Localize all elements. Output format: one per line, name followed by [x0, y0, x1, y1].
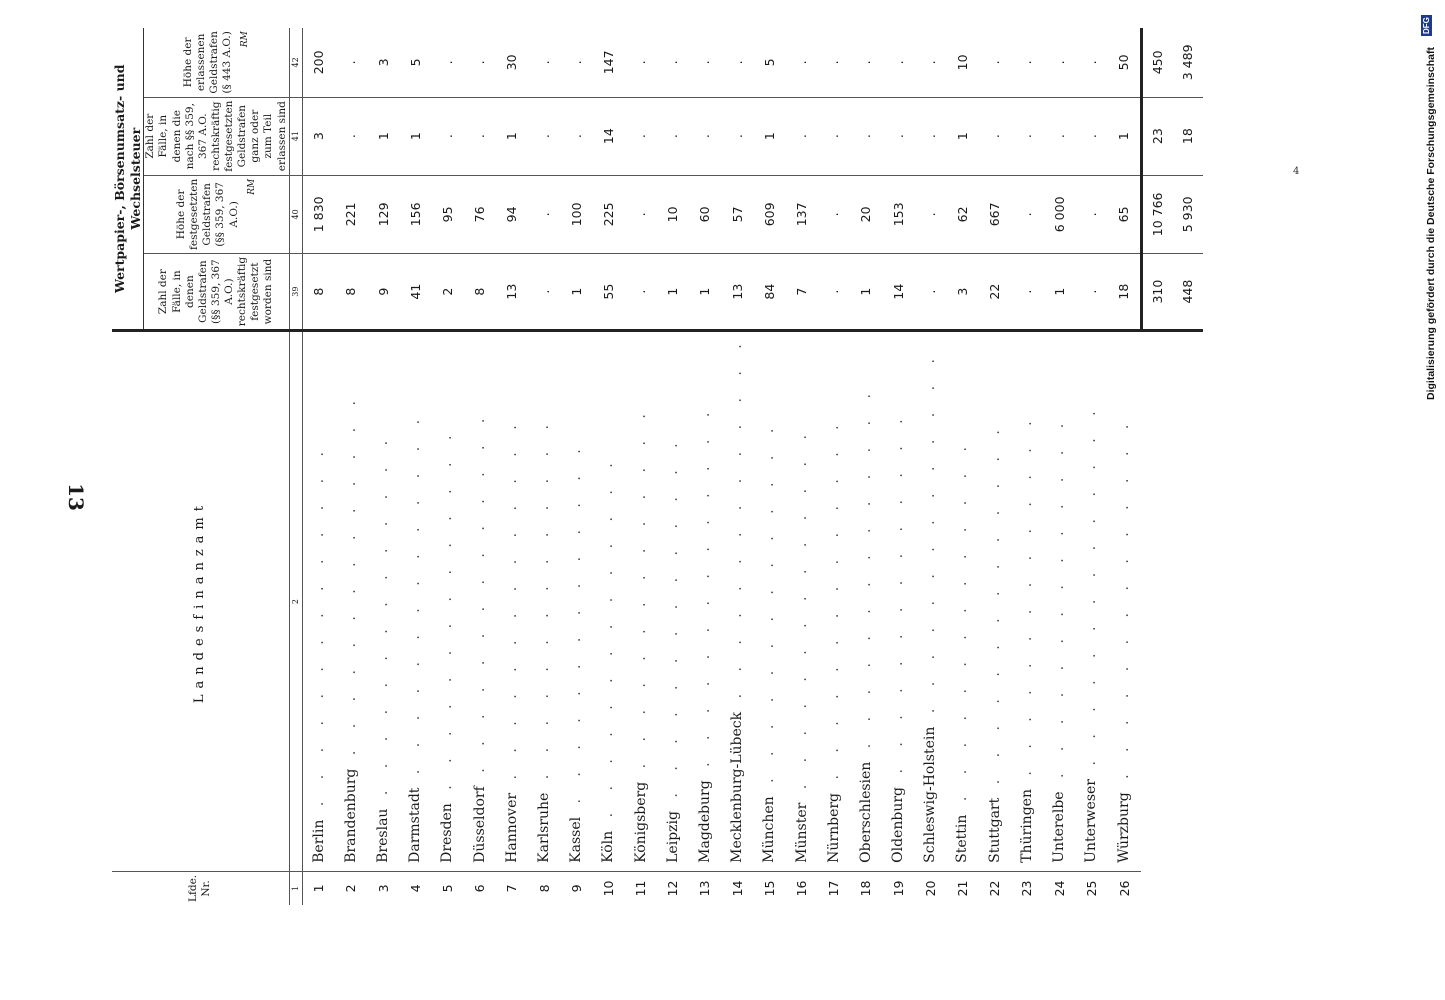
amt-name: Mecklenburg-Lübeck . . . . . . . . . . . . . . [721, 331, 753, 872]
amt-name: Nürnberg . . . . . . . . . . . . . . [818, 331, 850, 872]
col-number: 42 [289, 28, 302, 97]
amt-name-text: Unterelbe [1051, 791, 1068, 863]
cell-col-42: . [882, 28, 914, 97]
cell-col-42: 200 [302, 28, 335, 97]
table-row [1043, 28, 1075, 905]
cell-col-39: 3 [954, 287, 970, 296]
row-number: 10 [600, 880, 616, 897]
credit-text: Digitalisierung gefördert durch die Deutsche Forschungsgemeinschaft [1425, 47, 1437, 400]
sum-col-41: 18 [1173, 97, 1203, 175]
cell-col-40: 10 [657, 175, 689, 253]
amt-name: Breslau . . . . . . . . . . . . . . [367, 331, 399, 872]
cell-col-41: . [464, 97, 496, 175]
cell-col-39: . [633, 289, 649, 294]
sum-blank [1173, 331, 1203, 872]
table-row [625, 28, 657, 905]
col-number: 40 [289, 175, 302, 253]
cell-col-42: . [431, 28, 463, 97]
row-number: 26 [1116, 880, 1132, 897]
cell-col-41: 1 [496, 97, 528, 175]
cell-col-40: . [1011, 175, 1043, 253]
table-row [399, 28, 431, 905]
amt-name: Kassel . . . . . . . . . . . . . . [560, 331, 592, 872]
cell-col-42: . [785, 28, 817, 97]
cell-col-42: . [528, 28, 560, 97]
table-row [560, 28, 592, 905]
cell-col-41: . [1011, 97, 1043, 175]
header-col-42-text: Höhe der erlassenen Geldstrafen (§ 443 A.O.) [181, 31, 233, 94]
row-number: 20 [922, 880, 938, 897]
row-number: 19 [890, 880, 906, 897]
amt-name-text: Düsseldorf [471, 786, 488, 863]
amt-name-text: Magdeburg [696, 780, 713, 863]
amt-name: Magdeburg . . . . . . . . . . . . . . [689, 331, 721, 872]
cell-col-40: 20 [850, 175, 882, 253]
table-row [914, 28, 946, 905]
cell-col-42: . [818, 28, 850, 97]
table-title: Wertpapier-, Börsenumsatz- und Wechselsteuer [112, 28, 144, 331]
cell-col-40: 62 [946, 175, 978, 253]
cell-col-42: . [657, 28, 689, 97]
cell-col-42: 147 [592, 28, 624, 97]
header-col-42-unit: RM [240, 31, 251, 48]
amt-name-text: Brandenburg [342, 768, 359, 863]
cell-col-41: . [818, 97, 850, 175]
cell-col-41: 1 [946, 97, 978, 175]
sum-row [1141, 28, 1173, 905]
cell-col-41: 3 [302, 97, 335, 175]
cell-col-39: 13 [729, 283, 745, 300]
row-number: 21 [954, 880, 970, 897]
cell-col-42: . [850, 28, 882, 97]
amt-name-text: Kassel [568, 816, 585, 863]
table-sums [1141, 28, 1203, 905]
cell-col-42: . [1043, 28, 1075, 97]
amt-name-text: Mecklenburg-Lübeck [729, 711, 746, 863]
cell-col-41: . [689, 97, 721, 175]
cell-col-40: 129 [367, 175, 399, 253]
cell-col-39: 8 [472, 287, 488, 296]
amt-name: Düsseldorf . . . . . . . . . . . . . . [464, 331, 496, 872]
amt-name-text: Nürnberg [825, 792, 842, 863]
cell-col-41: . [721, 97, 753, 175]
table-row [496, 28, 528, 905]
dfg-logo-icon: DFG [1422, 17, 1431, 34]
row-number: 12 [665, 880, 681, 897]
header-col-39: Zahl der Fälle, in denen Geldstrafen (§§ 359, 367 A.O.) rechtskräftig festgesetzt worden sind [157, 256, 275, 327]
sum-blank [1173, 871, 1203, 905]
cell-col-41: 1 [367, 97, 399, 175]
cell-col-41: . [1075, 97, 1107, 175]
amt-name: Oberschlesien . . . . . . . . . . . . . . [850, 331, 882, 872]
cell-col-42: 3 [367, 28, 399, 97]
cell-col-39: . [1019, 289, 1035, 294]
table-row [431, 28, 463, 905]
cell-col-39: . [922, 289, 938, 294]
header-col-40 [144, 175, 289, 253]
amt-name-text: München [761, 796, 778, 863]
amt-name-text: Münster [793, 802, 810, 863]
cell-col-41: 14 [592, 97, 624, 175]
cell-col-39: 55 [600, 283, 616, 300]
amt-name-text: Leipzig [664, 811, 681, 863]
header-landesfinanzamt: Landesfinanzamt [112, 331, 289, 872]
cell-col-41: . [335, 97, 367, 175]
header-col-41: Zahl der Fälle, in denen die nach §§ 359, 367 A.O. rechtskräftig festgesetzten Geldstrafen ganz oder zum Teil erlassen sind [144, 97, 289, 175]
cell-col-39: 1 [697, 287, 713, 296]
amt-name: Schleswig-Holstein . . . . . . . . . . . . . . [914, 331, 946, 872]
row-number: 7 [504, 884, 520, 893]
sum-col-42: 3 489 [1173, 28, 1203, 97]
sum-row [1173, 28, 1203, 905]
row-number: 25 [1083, 880, 1099, 897]
amt-name-text: Stettin [954, 814, 971, 863]
cell-col-39: 2 [439, 287, 455, 296]
cell-col-41: 1 [1107, 97, 1141, 175]
sum-col-40: 10 766 [1141, 175, 1173, 253]
row-number: 18 [858, 880, 874, 897]
amt-name-text: Oberschlesien [857, 761, 874, 863]
col-number: 2 [289, 331, 302, 872]
amt-name: München . . . . . . . . . . . . . . [753, 331, 785, 872]
cell-col-40: 57 [721, 175, 753, 253]
table-row [302, 28, 335, 905]
cell-col-40: 95 [431, 175, 463, 253]
amt-name-text: Schleswig-Holstein [922, 726, 939, 863]
cell-col-39: 41 [407, 283, 423, 300]
amt-name: Königsberg . . . . . . . . . . . . . . [625, 331, 657, 872]
cell-col-41: . [625, 97, 657, 175]
cell-col-39: 84 [761, 283, 777, 300]
table-body [302, 28, 1141, 905]
cell-col-39: 1 [665, 287, 681, 296]
cell-col-40: . [914, 175, 946, 253]
cell-col-40: 1 830 [302, 175, 335, 253]
cell-col-40: 76 [464, 175, 496, 253]
cell-col-42: . [335, 28, 367, 97]
table-rotator [112, 31, 1312, 905]
row-number: 15 [761, 880, 777, 897]
cell-col-40: 225 [592, 175, 624, 253]
table-row [592, 28, 624, 905]
cell-col-42: 50 [1107, 28, 1141, 97]
corner-mark: 4 [1293, 166, 1300, 177]
row-number: 22 [987, 880, 1003, 897]
row-number: 1 [311, 884, 327, 893]
table-row [1011, 28, 1043, 905]
cell-col-40: . [818, 175, 850, 253]
row-number: 16 [794, 880, 810, 897]
row-number: 14 [729, 880, 745, 897]
cell-col-39: 18 [1115, 283, 1131, 300]
table-row [850, 28, 882, 905]
amt-name-text: Oldenburg [890, 787, 907, 863]
cell-col-40: 65 [1107, 175, 1141, 253]
cell-col-42: 5 [753, 28, 785, 97]
cell-col-40: 137 [785, 175, 817, 253]
cell-col-39: 8 [311, 287, 327, 296]
amt-name: Köln . . . . . . . . . . . . . . [592, 331, 624, 872]
table-row [689, 28, 721, 905]
row-number: 6 [472, 884, 488, 893]
amt-name-text: Königsberg [632, 781, 649, 863]
amt-name: Stettin . . . . . . . . . . . . . . [946, 331, 978, 872]
amt-name: Karlsruhe . . . . . . . . . . . . . . [528, 331, 560, 872]
cell-col-39: 1 [858, 287, 874, 296]
amt-name-text: Breslau [375, 808, 392, 863]
cell-col-40: 94 [496, 175, 528, 253]
cell-col-42: . [721, 28, 753, 97]
row-number: 5 [439, 884, 455, 893]
table-row [528, 28, 560, 905]
amt-name-text: Stuttgart [986, 797, 1003, 863]
table-row [818, 28, 850, 905]
cell-col-39: . [1083, 289, 1099, 294]
cell-col-42: . [1075, 28, 1107, 97]
amt-name: Brandenburg . . . . . . . . . . . . . . [335, 331, 367, 872]
cell-col-41: . [785, 97, 817, 175]
cell-col-41: . [850, 97, 882, 175]
table-row [753, 28, 785, 905]
amt-name: Hannover . . . . . . . . . . . . . . [496, 331, 528, 872]
sum-col-39: 310 [1141, 253, 1173, 330]
cell-col-39: 1 [568, 287, 584, 296]
cell-col-41: . [657, 97, 689, 175]
table-row [367, 28, 399, 905]
sum-col-42: 450 [1141, 28, 1173, 97]
cell-col-42: . [689, 28, 721, 97]
table-row [335, 28, 367, 905]
amt-name-text: Hannover [503, 792, 520, 863]
cell-col-39: . [536, 289, 552, 294]
sum-blank [1141, 331, 1173, 872]
amt-name-text: Thüringen [1018, 789, 1035, 863]
row-number: 13 [697, 880, 713, 897]
col-number: 39 [289, 253, 302, 330]
row-number: 8 [536, 884, 552, 893]
amt-name: Thüringen . . . . . . . . . . . . . . [1011, 331, 1043, 872]
amt-name-text: Berlin [310, 819, 327, 863]
cell-col-40: . [528, 175, 560, 253]
row-number: 3 [375, 884, 391, 893]
amt-name: Darmstadt . . . . . . . . . . . . . . [399, 331, 431, 872]
sum-col-41: 23 [1141, 97, 1173, 175]
cell-col-41: . [528, 97, 560, 175]
tax-penalty-table [112, 28, 1203, 905]
amt-name-text: Würzburg [1116, 792, 1133, 863]
table-row [1075, 28, 1107, 905]
cell-col-42: . [1011, 28, 1043, 97]
amt-name-text: Karlsruhe [536, 792, 553, 863]
table-row [657, 28, 689, 905]
table-row [1107, 28, 1141, 905]
sum-col-39: 448 [1173, 253, 1203, 330]
amt-name: Würzburg . . . . . . . . . . . . . . [1107, 331, 1141, 872]
sum-blank [1141, 871, 1173, 905]
amt-name-text: Dresden [439, 803, 456, 863]
cell-col-40: 667 [979, 175, 1011, 253]
cell-col-42: . [979, 28, 1011, 97]
cell-col-39: 1 [1051, 287, 1067, 296]
cell-col-40: . [625, 175, 657, 253]
cell-col-41: . [1043, 97, 1075, 175]
statistics-table-area [112, 31, 1312, 905]
cell-col-39: 14 [890, 283, 906, 300]
row-number: 9 [568, 884, 584, 893]
cell-col-39: 22 [987, 283, 1003, 300]
cell-col-40: . [1075, 175, 1107, 253]
cell-col-42: . [464, 28, 496, 97]
cell-col-42: 10 [946, 28, 978, 97]
cell-col-40: 100 [560, 175, 592, 253]
amt-name: Stuttgart . . . . . . . . . . . . . . [979, 331, 1011, 872]
amt-name-text: Darmstadt [407, 787, 424, 863]
cell-col-41: . [431, 97, 463, 175]
table-row [721, 28, 753, 905]
row-number: 2 [343, 884, 359, 893]
amt-name: Dresden . . . . . . . . . . . . . . [431, 331, 463, 872]
row-number: 4 [407, 884, 423, 893]
amt-name: Unterelbe . . . . . . . . . . . . . . [1043, 331, 1075, 872]
cell-col-39: 8 [343, 287, 359, 296]
cell-col-42: . [560, 28, 592, 97]
header-col-42 [144, 28, 289, 97]
header-col-40-unit: RM [246, 178, 257, 195]
amt-name-text: Köln [600, 830, 617, 863]
cell-col-41: . [979, 97, 1011, 175]
amt-name-text: Unterweser [1083, 779, 1100, 863]
row-number: 11 [633, 880, 649, 897]
cell-col-39: 7 [794, 287, 810, 296]
cell-col-40: 6 000 [1043, 175, 1075, 253]
cell-col-41: . [914, 97, 946, 175]
header-col-40-text: Höhe der festgesetzten Geldstrafen (§§ 359, 367 A.O.) [175, 178, 240, 250]
amt-name: Unterweser . . . . . . . . . . . . . . [1075, 331, 1107, 872]
cell-col-40: 156 [399, 175, 431, 253]
row-number: 17 [826, 880, 842, 897]
amt-name: Münster . . . . . . . . . . . . . . [785, 331, 817, 872]
table-row [882, 28, 914, 905]
sidebar-credit [1422, 10, 1445, 510]
sum-col-40: 5 930 [1173, 175, 1203, 253]
table-row [946, 28, 978, 905]
amt-name: Berlin . . . . . . . . . . . . . . [302, 331, 335, 872]
cell-col-42: 30 [496, 28, 528, 97]
cell-col-41: . [882, 97, 914, 175]
cell-col-42: . [914, 28, 946, 97]
cell-col-39: 9 [375, 287, 391, 296]
cell-col-40: 60 [689, 175, 721, 253]
cell-col-40: 153 [882, 175, 914, 253]
cell-col-41: 1 [753, 97, 785, 175]
column-number-row [289, 28, 302, 905]
cell-col-39: 13 [504, 283, 520, 300]
col-number: 41 [289, 97, 302, 175]
cell-col-41: . [560, 97, 592, 175]
header-lfd-nr: Lfde. Nr. [187, 874, 213, 902]
table-row [785, 28, 817, 905]
cell-col-40: 221 [335, 175, 367, 253]
cell-col-42: 5 [399, 28, 431, 97]
row-number: 23 [1019, 880, 1035, 897]
col-number: 1 [289, 871, 302, 905]
table-row [979, 28, 1011, 905]
cell-col-39: . [826, 289, 842, 294]
cell-col-40: 609 [753, 175, 785, 253]
cell-col-42: . [625, 28, 657, 97]
page-number: 13 [63, 483, 88, 511]
amt-name: Leipzig . . . . . . . . . . . . . . [657, 331, 689, 872]
table-row [464, 28, 496, 905]
amt-name: Oldenburg . . . . . . . . . . . . . . [882, 331, 914, 872]
row-number: 24 [1051, 880, 1067, 897]
cell-col-41: 1 [399, 97, 431, 175]
